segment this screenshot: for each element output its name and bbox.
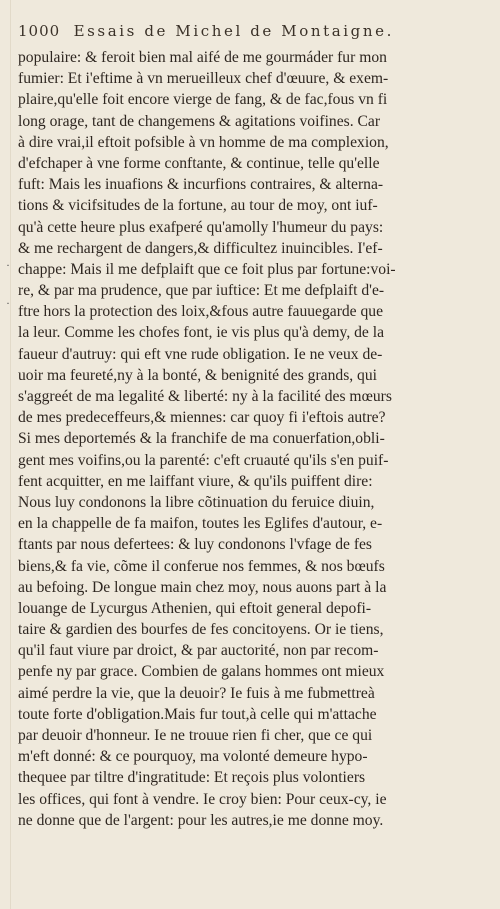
text-line: re, & par ma prudence, que par iuftice: Et me defplaift d'e- [18,282,385,300]
text-line: en la chappelle de fa maifon, toutes les Eglifes d'autour, e- [18,515,383,533]
text-line: à dire vrai,il eftoit pofsible à vn homme de ma complexion, [18,133,389,151]
margin-mark: · [6,258,10,272]
text-line: m'eft donné: & ce pourquoy, ma volonté demeure hypo- [18,748,368,766]
text-line: chappe: Mais il me defplaift que ce foit plus par fortune:voi- [18,260,396,278]
text-line: ne donne que de l'argent: pour les autres,ie me donne moy. [18,811,384,829]
text-line: fumier: Et i'eftime à vn merueilleux chef d'œuure, & exem- [18,70,389,88]
text-line: thequee par tiltre d'ingratitude: Et reçois plus volontiers [18,769,366,787]
text-line: les offices, qui font à vendre. Ie croy bien: Pour ceux-cy, ie [18,790,387,808]
text-line: populaire: & feroit bien mal aifé de me gourmáder fur mon [18,49,387,66]
text-line: louange de Lycurgus Athenien, qui eftoit general depofi- [18,599,372,617]
text-line: ftre hors la protection des loix,&fous autre fauuegarde que [18,303,384,321]
text-line: qu'il faut viure par droict, & par auctorité, non par recom- [18,642,379,660]
page-number: 1000 [18,22,61,40]
text-line: toute forte d'obligation.Mais fur tout,à celle qui m'attache [18,705,377,723]
page-gutter [10,0,11,909]
text-line: au befoing. De longue main chez moy, nous auons part à la [18,578,387,596]
text-line: fuft: Mais les inuafions & incurfions contraires, & alterna- [18,176,384,194]
text-line: & me rechargent de dangers,& difficultez inuincibles. I'ef- [18,239,383,257]
text-line: la leur. Comme les chofes font, ie vis plus qu'à demy, de la [18,324,385,342]
text-line: uoir ma feureté,ny à la bonté, & benignité des grands, qui [18,366,377,384]
text-line: faueur d'autruy: qui eft vne rude obligation. Ie ne veux de- [18,345,383,363]
text-line: fent acquitter, en me laiffant viure, & qu'ils puiffent dire: [18,472,373,490]
text-line: taire & gardien des bourfes de fes concitoyens. Or ie tiens, [18,621,384,639]
text-line: qu'à cette heure plus exafperé qu'amolly l'humeur du pays: [18,218,384,236]
text-line: plaire,qu'elle foit encore vierge de fang, & de fac,fous vn fi [18,91,388,109]
text-line: d'efchaper à vne forme conftante, & continue, telle qu'elle [18,154,380,172]
text-line: long orage, tant de changemens & agitations voifines. Car [18,112,381,130]
body-text [18,47,492,831]
margin-mark: · [6,296,10,310]
text-line: tions & vicifsitudes de la fortune, au tour de moy, ont iuf- [18,197,378,215]
text-line: s'aggreét de ma legalité & liberté: ny à la facilité des mœurs [18,388,392,405]
text-line: par deuoir d'honneur. Ie ne trouue rien fi cher, que ce qui [18,727,373,744]
text-line: ftants par nous defertees: & luy condonons l'vfage de fes [18,536,372,554]
text-line: Si mes deportemés & la franchife de ma conuerfation,obli- [18,430,385,448]
text-line: aimé perdre la vie, que la deuoir? Ie fuis à me fubmettreà [18,684,375,702]
text-line: gent mes voifins,ou la parenté: c'eft cruauté qu'ils s'en puif- [18,451,389,469]
text-line: de mes predeceffeurs,& miennes: car quoy fi i'eftois autre? [18,409,386,427]
text-line: Nous luy condonons la libre cõtinuation du feruice diuin, [18,493,375,511]
running-header [18,22,488,40]
running-title: Essais de Michel de Montaigne. [73,22,394,40]
text-line: penfe ny par grace. Combien de galans hommes ont mieux [18,663,385,681]
text-line: biens,& fa vie, cõme il conferue nos femmes, & nos bœufs [18,557,385,575]
